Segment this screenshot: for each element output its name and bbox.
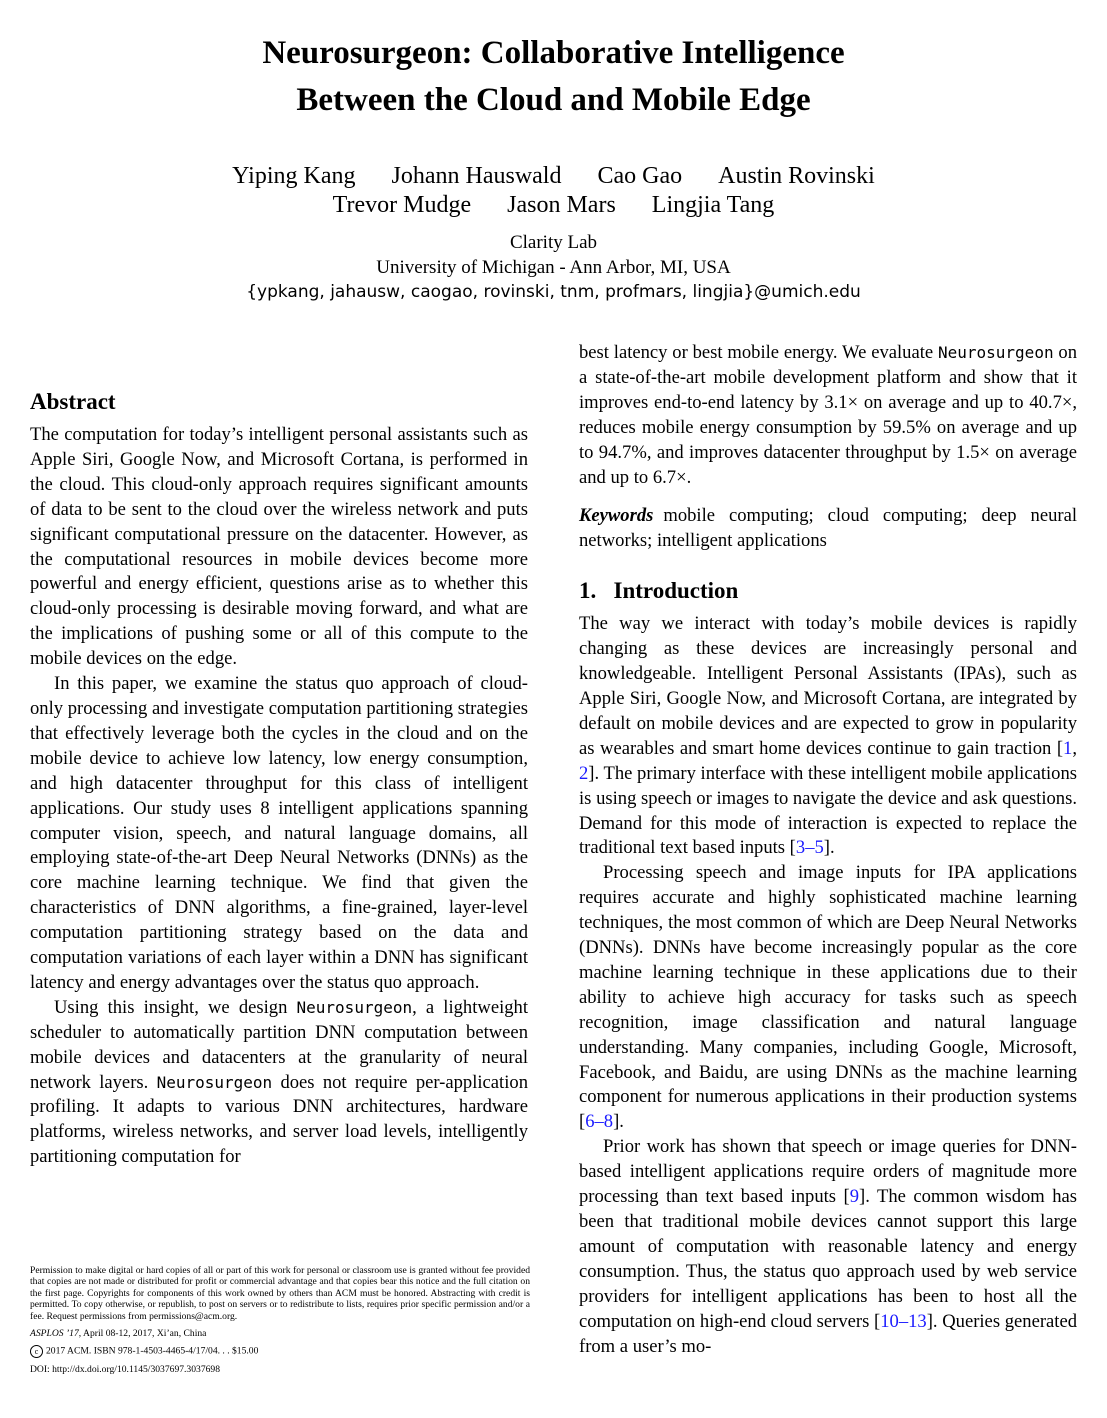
- university-name: University of Michigan - Ann Arbor, MI, USA: [376, 257, 731, 278]
- doi-line[interactable]: DOI: http://dx.doi.org/10.1145/3037697.3037698: [30, 1364, 221, 1376]
- text-run: ]. The common wisdom has been that traditional mobile devices cannot support this large amount of computation with reasonable latency and energy consumption. Thus, the status quo approach used by web service providers for intelligent applications has been to host all the computation on high-end cloud servers [: [579, 1186, 1077, 1332]
- text-run: , a lightweight scheduler to automatically partition DNN computation between mobile devices and datacenters at the granularity of neural network layers.: [30, 996, 528, 1093]
- text-run: ]. The primary interface with these intelligent mobile applications is using speech or images to navigate the device and ask questions. Demand for this mode of interaction is expected to replace the traditional text based inputs [: [579, 762, 1077, 859]
- author-row-2: [0, 191, 1107, 220]
- affiliation: [0, 230, 1107, 305]
- citation-link[interactable]: 6–8: [585, 1111, 614, 1133]
- citation-link[interactable]: 10–13: [880, 1310, 927, 1332]
- intro-paragraph-2: [579, 861, 1077, 1135]
- keywords: [579, 504, 1077, 554]
- right-column: [579, 341, 1077, 1359]
- permission-text: Permission to make digital or hard copies of all or part of this work for personal or classroom use is granted without fee provided that copies are not made or distributed for profit or commercial advantage and that copies bear this notice and the full citation on the first page. Copyrights for components of this work owned by others than ACM must be honored. Abstracting with credit is permitted. To copy otherwise, or republish, to post on servers or to redistribute to lists, requires prior specific permission and/or a fee. Request permissions from permissions@acm.org.: [30, 1265, 530, 1322]
- intro-heading: 1. Introduction: [579, 578, 739, 604]
- text-run: Processing speech and image inputs for IPA applications requires accurate and highly sophisticated machine learning techniques, the most common of which are Deep Neural Networks (DNNs). DNNs have become increasingly popular as the core machine learning technique in these applications due to their ability to achieve high accuracy for tasks such as speech recognition, image classification and natural language understanding. Many companies, including Google, Microsoft, Facebook, and Baidu, are using DNNs as the machine learning component for numerous applications in their production systems [: [579, 862, 1077, 1133]
- text-run: ,: [1072, 737, 1077, 759]
- lab-name: Clarity Lab: [509, 232, 598, 253]
- abstract-heading: Abstract: [30, 389, 116, 414]
- text-run: Using this insight, we design: [54, 996, 297, 1018]
- text-run: The way we interact with today’s mobile devices is rapidly changing as these devices are increasingly personal and knowledgeable. Intelligent Personal Assistants (IPAs), such as Apple Siri, Google Now, and Microsoft Cortana, are integrated by default on mobile devices and are expected to grow in popularity as wearables and smart home devices continue to gain traction [: [579, 613, 1077, 759]
- text-run: on a state-of-the-art mobile development platform and show that it improves end-to-end latency by 3.1× on average and up to 40.7×, reduces mobile energy consumption by 59.5% on average and up to 94.7%, and improves datacenter throughput by 1.5× on average and up to 6.7×.: [579, 342, 1078, 488]
- text-run: ].: [823, 837, 835, 859]
- author-name: Trevor Mudge: [332, 192, 472, 218]
- title-line-1: Neurosurgeon: Collaborative Intelligence: [262, 35, 845, 71]
- text-run: best latency or best mobile energy. We evaluate: [579, 342, 938, 363]
- system-name: Neurosurgeon: [937, 343, 1054, 362]
- author-name: Lingjia Tang: [651, 192, 775, 218]
- author-emails[interactable]: {ypkang, jahausw, caogao, rovinski, tnm, profmars, lingjia}@umich.edu: [246, 282, 861, 302]
- paper-title: [0, 30, 1107, 124]
- text-run: does not require per-application profiling. It adapts to various DNN architectures, hardware platforms, wireless networks, and server load levels, intelligently partitioning computation for: [30, 1071, 528, 1168]
- keywords-text: mobile computing; cloud computing; deep neural networks; intelligent applications: [579, 505, 1077, 552]
- author-row-1: [0, 162, 1107, 191]
- citation-link[interactable]: 1: [1063, 737, 1073, 759]
- intro-paragraph-1: [579, 612, 1077, 861]
- title-line-2: Between the Cloud and Mobile Edge: [296, 82, 811, 118]
- permission-footnote: [30, 1265, 530, 1376]
- system-name: Neurosurgeon: [296, 997, 413, 1017]
- text-run: Prior work has shown that speech or image queries for DNN-based intelligent applications require orders of magnitude more processing than text based inputs [: [579, 1136, 1077, 1208]
- abstract-continuation: [579, 341, 1077, 490]
- abstract-paragraph-2: In this paper, we examine the status quo approach of cloud-only processing and investigate computation partitioning strategies that effectively leverage both the cycles in the cloud and on the mobile device to achieve low latency, low energy consumption, and high datacenter throughput for this class of intelligent applications. Our study uses 8 intelligent applications spanning computer vision, speech, and natural language domains, all employing state-of-the-art Deep Neural Networks (DNNs) as the core machine learning technique. We find that given the characteristics of DNN algorithms, a fine-grained, layer-level computation partitioning strategy based on the data and computation variations of each layer within a DNN has significant latency and energy advantages over the status quo approach.: [30, 673, 528, 993]
- citation-link[interactable]: 9: [849, 1186, 859, 1208]
- citation-link[interactable]: 2: [579, 762, 589, 784]
- venue-name: ASPLOS ’17,: [30, 1328, 82, 1340]
- text-run: ].: [613, 1111, 624, 1133]
- system-name: Neurosurgeon: [156, 1072, 273, 1092]
- author-name: Jason Mars: [507, 192, 616, 218]
- venue-line: [30, 1328, 530, 1339]
- author-list: [0, 162, 1107, 220]
- intro-paragraph-3: [579, 1135, 1077, 1359]
- text-run: ]. Queries generated from a user’s mo-: [579, 1310, 1077, 1357]
- abstract-paragraph-3: [30, 996, 528, 1170]
- author-name: Austin Rovinski: [718, 163, 875, 189]
- left-column: [30, 387, 528, 1170]
- copyright-line: [30, 1345, 530, 1358]
- author-name: Johann Hauswald: [391, 163, 562, 189]
- abstract-paragraph-1: The computation for today’s intelligent personal assistants such as Apple Siri, Google Now, and Microsoft Cortana, is performed in the cloud. This cloud-only approach requires significant amounts of data to be sent to the cloud over the wireless network and puts significant computational pressure on the datacenter. However, as the computational resources in mobile devices become more powerful and energy efficient, questions arise as to whether this cloud-only processing is desirable moving forward, and what are the implications of pushing some or all of this compute to the mobile devices on the edge.: [30, 424, 528, 670]
- venue-detail: April 08-12, 2017, Xi’an, China: [81, 1328, 207, 1340]
- copyright-icon: c: [30, 1345, 43, 1358]
- author-name: Yiping Kang: [232, 163, 356, 189]
- citation-link[interactable]: 3–5: [795, 837, 824, 859]
- copyright-text: 2017 ACM. ISBN 978-1-4503-4465-4/17/04. . . $15.00: [46, 1346, 259, 1358]
- author-name: Cao Gao: [597, 163, 683, 189]
- keywords-label: Keywords: [579, 505, 654, 527]
